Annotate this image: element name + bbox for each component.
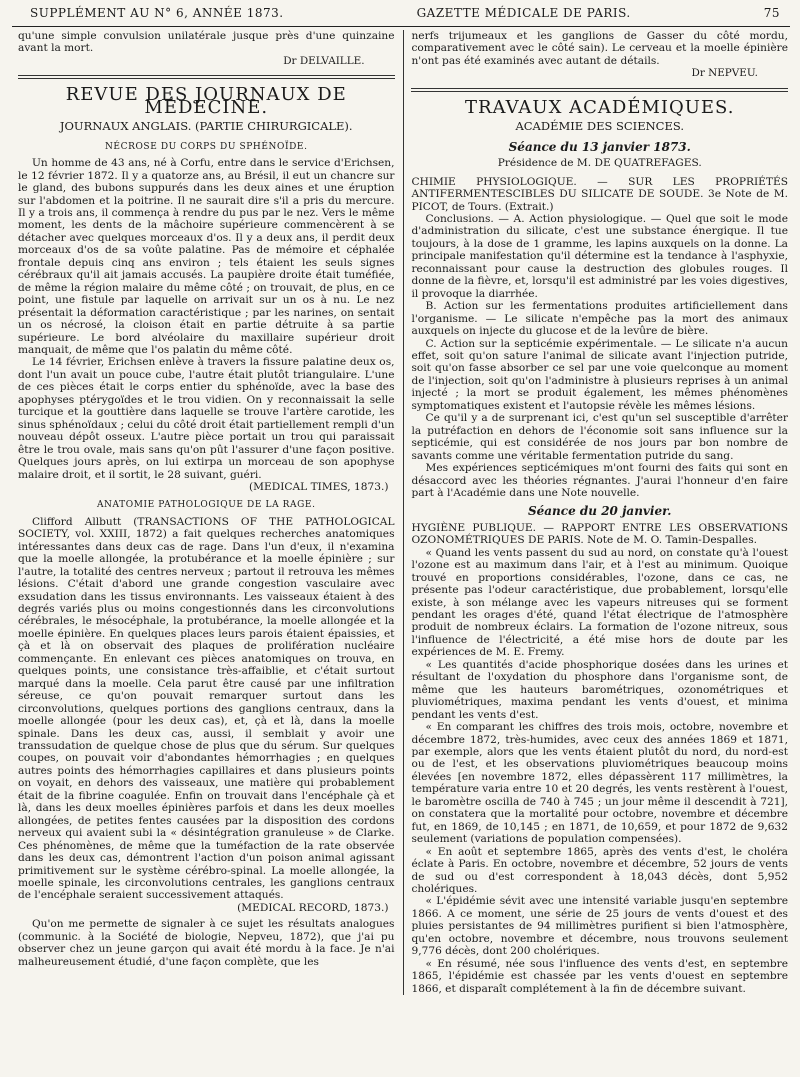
article-title: ANATOMIE PATHOLOGIQUE DE LA RAGE. bbox=[96, 500, 316, 511]
presidency-line: Présidence de M. DE QUATREFAGES. bbox=[497, 157, 702, 170]
paragraph: « En août et septembre 1865, après des vents d'est, le choléra éclate à Paris. En octobre, novembre et décembre, 52 jours de vents de sud ou d'est correspondent à 18,043 décès, dont 5,952 cholériques. bbox=[411, 845, 788, 895]
header-journal-title: GAZETTE MÉDICALE DE PARIS. bbox=[416, 6, 631, 20]
article-title: NÉCROSE DU CORPS DU SPHÉNOÏDE. bbox=[104, 141, 308, 152]
paragraph: C. Action sur la septicémie expérimentale. — Le silicate n'a aucun effet, soit qu'on sature l'animal de silicate avant l'injection putride, soit qu'on fasse absorber ce sel par une voie quelconque au moment de l'injection, soit qu'on l'administre à plusieurs reprises à un animal injecté ; la mort se produit également, les mêmes phénomènes symptomatiques existent et l'autopsie révèle les mêmes lésions. bbox=[411, 337, 788, 412]
paragraph: CHIMIE PHYSIOLOGIQUE. — SUR LES PROPRIÉTÉS ANTIFERMENTESCIBLES DU SILICATE DE SOUDE. 3e Note de M. PICOT, de Tours. (Extrait.) bbox=[411, 175, 788, 213]
paragraph: Le 14 février, Erichsen enlève à travers la fissure palatine deux os, dont l'un avait un pouce cube, l'autre était plutôt triangulaire. L'une de ces pièces était le corps entier du sphénoïde, avec la base des apophyses ptérygoïdes et le trou vidien. On y reconnaissait la selle turcique et la gouttière dans laquelle se trouve l'artère carotide, les sinus sphénoïdaux ; celui du côté droit était partiellement rempli d'un nouveau dépôt osseux. L'autre pièce portait un trou qui paraissait être le trou ovale, mais sans qu'on pût l'assurer d'une façon positive. Quelques jours après, on lui extirpa un morceau de son apophyse malaire droit, et il sortit, le 28 suivant, guéri. bbox=[18, 356, 395, 481]
newspaper-page bbox=[12, 6, 790, 1072]
author-signature: Dr DELVAILLE. bbox=[283, 54, 365, 67]
paragraph: « Quand les vents passent du sud au nord, on constate qu'à l'ouest l'ozone est au maximum dans l'air, et à l'est au minimum. Quoique trouvé en proportions considérables, l'ozone, dans ce cas, ne présente pas l'odeur caractéristique, due probablement, lorsqu'elle existe, à son mélange avec les vapeurs nitreuses qui se forment pendant les orages d'été, quand l'état électrique de l'atmosphère produit de nombreux éclairs. La formation de l'ozone nitreux, sous l'influence de l'électricité, a été mise hors de doute par les expériences de M. E. Fremy. bbox=[411, 546, 788, 659]
session-heading: Séance du 13 janvier 1873. bbox=[508, 139, 691, 154]
header-supplement: SUPPLÉMENT AU N° 6, ANNÉE 1873. bbox=[30, 6, 284, 20]
source-reference: (MEDICAL RECORD, 1873.) bbox=[237, 901, 389, 914]
running-head bbox=[12, 6, 790, 27]
paragraph: « En comparant les chiffres des trois mois, octobre, novembre et décembre 1872, très-humides, avec ceux des années 1869 et 1871, par exemple, alors que les vents étaient plutôt du nord, du nord-est ou de l'est, et les observations pluviométriques beaucoup moins élevées [en novembre 1872, elles dépassèrent 117 millimètres, la température varia entre 10 et 20 degrés, les vents restèrent à l'ouest, le baromètre oscilla de 740 à 745 ; un jour même il descendit à 721], on constatera que la mortalité pour octobre, novembre et décembre fut, en 1869, de 10,145 ; en 1871, de 10,659, et pour 1872 de 9,632 seulement (variations de population compensées). bbox=[411, 721, 788, 846]
paragraph: Un homme de 43 ans, né à Corfu, entre dans le service d'Erichsen, le 12 février 1872. Il y a quatorze ans, au Brésil, il eut un chancre sur le gland, des bubons suppurés dans les deux aines et une éruption sur l'abdomen et la poitrine. Il ne saurait dire s'il a pris du mercure. Il y a trois ans, il commença à rendre du pus par le nez. Vers le même moment, les dents de la mâchoire supérieure commencèrent à se détacher avec quelques morceaux d'os. Il y a deux ans, il perdit deux morceaux d'os de sa voûte palatine. Pas de mémoire et céphalée frontale depuis cinq ans environ ; tels étaient les seuls signes cérébraux qu'il ait jamais accusés. La paupière droite était tuméfiée, de même la région malaire du même côté ; on trouvait, de plus, en ce point, une fistule par laquelle on arrivait sur un os à nu. Le nez présentait la déformation caractéristique ; par les narines, on sentait un os nécrosé, la cloison était en partie détruite à sa partie supérieure. Le bord alvéolaire du maxillaire supérieur droit manquait, de même que l'os palatin du même côté. bbox=[18, 157, 395, 356]
paragraph: Mes expériences septicémiques m'ont fourni des faits qui sont en désaccord avec les théories régnantes. J'aurai l'honneur d'en faire part à l'Académie dans une Note nouvelle. bbox=[411, 462, 788, 499]
continued-text: nerfs trijumeaux et les ganglions de Gasser du côté mordu, comparativement avec le côté sain). Le cerveau et la moelle épinière n'ont pas été examinés avec autant de détails. bbox=[411, 30, 788, 67]
paragraph: Ce qu'il y a de surprenant ici, c'est qu'un sel susceptible d'arrêter la putréfaction en dehors de l'économie soit sans influence sur la septicémie, qui est considérée de nos jours par bon nombre de savants comme une véritable fermentation putride du sang. bbox=[411, 412, 788, 462]
section-title: REVUE DES JOURNAUX DE MÉDECINE. bbox=[65, 84, 347, 118]
section-divider bbox=[18, 75, 395, 79]
right-column bbox=[403, 30, 790, 995]
author-signature: Dr NEPVEU. bbox=[691, 67, 758, 80]
subsection-title: JOURNAUX ANGLAIS. (PARTIE CHIRURGICALE). bbox=[59, 119, 353, 134]
paragraph: « L'épidémie sévit avec une intensité variable jusqu'en septembre 1866. A ce moment, une série de 25 jours de vents d'ouest et des pluies persistantes de 94 millimètres purifient si bien l'atmosphère, qu'en octobre, novembre et décembre, nous trouvons seulement 9,776 décès, dont 200 cholériques. bbox=[411, 895, 788, 958]
left-column bbox=[12, 30, 403, 995]
section-title: TRAVAUX ACADÉMIQUES. bbox=[464, 96, 735, 118]
source-reference: (MEDICAL TIMES, 1873.) bbox=[249, 480, 389, 493]
paragraph: « Les quantités d'acide phosphorique dosées dans les urines et résultant de l'oxydation du phosphore dans l'organisme sont, de même que les hauteurs barométriques, ozonométriques et pluviométriques, maxima pendant les vents d'ouest, et minima pendant les vents d'est. bbox=[411, 658, 788, 721]
paragraph: « En résumé, née sous l'influence des vents d'est, en septembre 1865, l'épidémie est chassée par les vents d'ouest en septembre 1866, et disparaît complétement à la fin de décembre suivant. bbox=[411, 957, 788, 995]
paragraph: HYGIÈNE PUBLIQUE. — RAPPORT ENTRE LES OBSERVATIONS OZONOMÉTRIQUES DE PARIS. Note de M. O. Tamin-Despalles. bbox=[411, 521, 788, 547]
session-heading: Séance du 20 janvier. bbox=[527, 504, 672, 519]
paragraph: B. Action sur les fermentations produites artificiellement dans l'organisme. — Le silicate n'empêche pas la mort des animaux auxquels on injecte du glucose et de la levûre de bière. bbox=[411, 300, 788, 338]
paragraph: Qu'on me permette de signaler à ce sujet les résultats analogues (communic. à la Société de biologie, Nepveu, 1872), que j'ai pu observer chez un jeune garçon qui avait été mordu à la face. Je n'ai malheureusement étudié, d'une façon complète, que les bbox=[18, 918, 395, 968]
paragraph: Conclusions. — A. Action physiologique. — Quel que soit le mode d'administration du silicate, c'est une substance énergique. Il tue toujours, à la dose de 1 gramme, les lapins auxquels on la donne. La principale manifestation qu'il détermine est la tendance à l'asphyxie, reconnaissant pour cause la destruction des globules rouges. Il donne de la fièvre, et, lorsqu'il est administré par les voies digestives, il provoque la diarrhée. bbox=[411, 212, 788, 300]
page-number: 75 bbox=[763, 6, 780, 20]
columns bbox=[12, 30, 790, 995]
subsection-title: ACADÉMIE DES SCIENCES. bbox=[515, 119, 684, 134]
section-divider bbox=[411, 88, 788, 92]
paragraph: Clifford Allbutt (TRANSACTIONS OF THE PATHOLOGICAL SOCIETY, vol. XXIII, 1872) a fait quelques recherches anatomiques intéressantes dans deux cas de rage. Dans l'un d'eux, il n'examina que la moelle allongée, la protubérance et la moelle épinière ; sur l'autre, la totalité des centres nerveux ; partout il retrouva les mêmes lésions. C'était d'abord une grande congestion vasculaire avec exsudation dans les tissus environnants. Les vaisseaux étaient à des degrés variés plus ou moins congestionnés dans les circonvolutions cérébrales, le mésocéphale, la protubérance, la moelle allongée et la moelle épinière. En quelques places leurs parois étaient épaissies, et çà et là on observait des plaques de prolifération nucléaire commençante. En enlevant ces pièces anatomiques on trouva, en quelques points, une consistance très-affaiblie, et c'était surtout marqué dans la moelle. Cela parut être causé par une infiltration séreuse, ce qu'on pouvait remarquer surtout dans les circonvolutions, quelques portions des ganglions centraux, dans la moelle allongée (pour les deux cas), et, çà et là, dans la moelle spinale. Dans les deux cas, aussi, il semblait y avoir une transsudation de quelque chose de plus que du sérum. Sur quelques coupes, on pouvait voir d'abondantes hémorrhagies ; en quelques autres points des hémorrhagies capillaires et dans plusieurs points on voyait, en dehors des vaisseaux, une matière qui probablement était de la fibrine coagulée. Enfin on trouvait dans l'encéphale çà et là, dans les deux moelles épinières parfois et dans les deux moelles allongées, de petites fentes causées par la disposition des cordons nerveux qui avaient subi la « désintégration granuleuse » de Clarke. Ces phénomènes, de même que la tuméfaction de la rate observée dans les deux cas, démontrent l'action d'un poison animal agissant primitivement sur le système cérébro-spinal. La moelle allongée, la moelle spinale, les circonvolutions centrales, les ganglions centraux de l'encéphale seraient successivement attaqués. bbox=[18, 515, 395, 902]
continued-text: qu'une simple convulsion unilatérale jusque près d'une quinzaine avant la mort. bbox=[18, 30, 395, 55]
